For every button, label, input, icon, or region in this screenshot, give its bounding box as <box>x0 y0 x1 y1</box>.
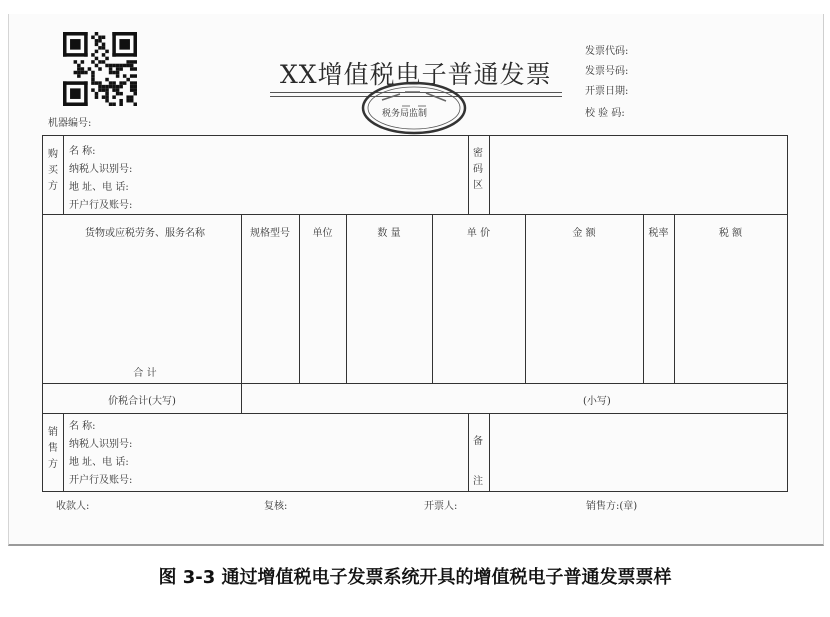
cipher-area-label: 密码区 <box>473 148 483 191</box>
col-tax-amount: 税 额 <box>718 228 743 239</box>
check-code-label: 校 验 码: <box>585 108 625 119</box>
remark-left-divider <box>468 413 469 491</box>
col-unit: 单位 <box>312 228 333 239</box>
buyer-taxid-label: 纳税人识别号: <box>69 164 133 175</box>
buyer-side-divider <box>63 136 64 214</box>
seller-address-label: 地 址、电 话: <box>69 457 129 468</box>
seller-side-divider <box>63 413 64 491</box>
col-divider-7 <box>674 214 675 383</box>
machine-number-label: 机器编号: <box>48 118 92 129</box>
invoice-table <box>42 135 788 492</box>
buyer-bank-label: 开户行及账号: <box>69 200 133 211</box>
buyer-side-label: 购买方 <box>48 149 58 192</box>
seller-taxid-label: 纳税人识别号: <box>69 439 133 450</box>
cipher-label-divider <box>489 136 490 214</box>
remark-label: 备注 <box>473 436 483 487</box>
col-divider-3 <box>346 214 347 383</box>
col-divider-2 <box>299 214 300 383</box>
col-quantity: 数 量 <box>377 228 401 239</box>
invoice-title: XX增值税电子普通发票 <box>280 60 552 89</box>
invoice-number-label: 发票号码: <box>585 66 629 77</box>
col-divider-6 <box>643 214 644 383</box>
qr-code <box>63 32 137 106</box>
col-divider-5 <box>525 214 526 383</box>
cipher-left-divider <box>468 136 469 214</box>
seller-bank-label: 开户行及账号: <box>69 475 133 486</box>
seal-text: 税务局监制 <box>382 109 428 119</box>
total-label: 合 计 <box>133 368 157 379</box>
col-divider-1 <box>241 214 242 383</box>
col-divider-4 <box>432 214 433 383</box>
col-tax-rate: 税率 <box>648 228 669 239</box>
sum-small-label: (小写) <box>583 396 611 407</box>
sum-capital-label: 价税合计(大写) <box>108 396 176 407</box>
col-unit-price: 单 价 <box>466 228 491 239</box>
items-section-bottom <box>43 383 787 384</box>
seller-side-label: 销售方 <box>48 427 58 470</box>
issue-date-label: 开票日期: <box>585 86 629 97</box>
seller-stamp-label: 销售方:(章) <box>586 501 638 512</box>
col-amount: 金 额 <box>572 228 596 239</box>
col-spec: 规格型号 <box>250 228 290 239</box>
figure-caption: 图 3-3 通过增值税电子发票系统开具的增值税电子普通发票票样 <box>158 567 672 588</box>
buyer-address-label: 地 址、电 话: <box>69 182 129 193</box>
seller-name-label: 名 称: <box>69 421 96 432</box>
sum-row-bottom <box>43 413 787 414</box>
payee-label: 收款人: <box>56 501 90 512</box>
col-goods-name: 货物或应税劳务、服务名称 <box>85 228 205 239</box>
buyer-section-bottom <box>43 214 787 215</box>
buyer-name-label: 名 称: <box>69 146 96 157</box>
drawer-label: 开票人: <box>424 501 458 512</box>
reviewer-label: 复核: <box>264 501 288 512</box>
sum-row-divider <box>241 383 242 413</box>
remark-label-divider <box>489 413 490 491</box>
invoice-code-label: 发票代码: <box>585 46 629 57</box>
